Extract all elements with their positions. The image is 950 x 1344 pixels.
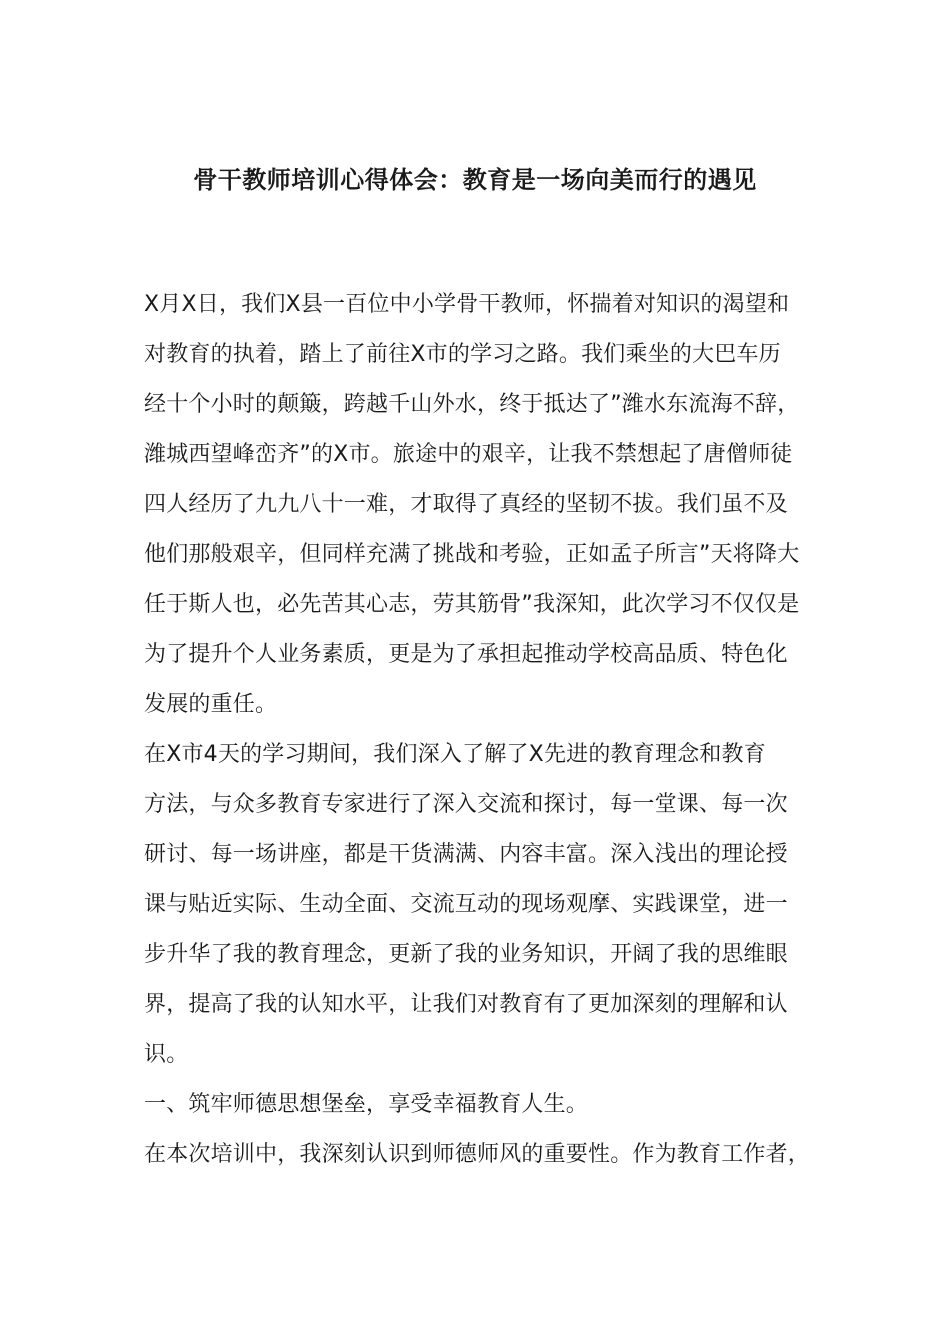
text-line: 在本次培训中，我深刻认识到师德师风的重要性。作为教育工作者，: [144, 1142, 811, 1167]
text-line: 研讨、每一场讲座，都是干货满满、内容丰富。深入浅出的理论授: [144, 842, 788, 867]
section-heading: 一、筑牢师德思想堡垒，享受幸福教育人生。: [144, 1092, 589, 1117]
text-line: 界，提高了我的认知水平，让我们对教育有了更加深刻的理解和认: [144, 992, 788, 1017]
text-line: 为了提升个人业务素质，更是为了承担起推动学校高品质、特色化: [144, 642, 788, 667]
text-line: 经十个小时的颠簸，跨越千山外水，终于抵达了”潍水东流海不辞，: [144, 392, 800, 417]
text-line: 对教育的执着，踏上了前往X市的学习之路。我们乘坐的大巴车历: [144, 342, 781, 367]
document-body: [144, 280, 814, 1180]
text-line: 在X市4天的学习期间，我们深入了解了X先进的教育理念和教育: [144, 742, 766, 767]
text-line: 四人经历了九九八十一难，才取得了真经的坚韧不拔。我们虽不及: [144, 492, 788, 517]
text-line: 任于斯人也，必先苦其心志，劳其筋骨”我深知，此次学习不仅仅是: [144, 592, 800, 617]
text-line: X月X日，我们X县一百位中小学骨干教师，怀揣着对知识的渴望和: [144, 292, 790, 317]
document-title: 骨干教师培训心得体会：教育是一场向美而行的遇见: [193, 166, 757, 194]
text-line: 课与贴近实际、生动全面、交流互动的现场观摩、实践课堂，进一: [144, 892, 788, 917]
text-line: 步升华了我的教育理念，更新了我的业务知识，开阔了我的思维眼: [144, 942, 788, 967]
text-line: 潍城西望峰峦齐”的X市。旅途中的艰辛，让我不禁想起了唐僧师徒: [144, 442, 793, 467]
text-line: 识。: [144, 1042, 189, 1067]
text-line: 他们那般艰辛，但同样充满了挑战和考验，正如孟子所言”天将降大: [144, 542, 800, 567]
text-line: 发展的重任。: [144, 692, 278, 717]
text-line: 方法，与众多教育专家进行了深入交流和探讨，每一堂课、每一次: [144, 792, 788, 817]
